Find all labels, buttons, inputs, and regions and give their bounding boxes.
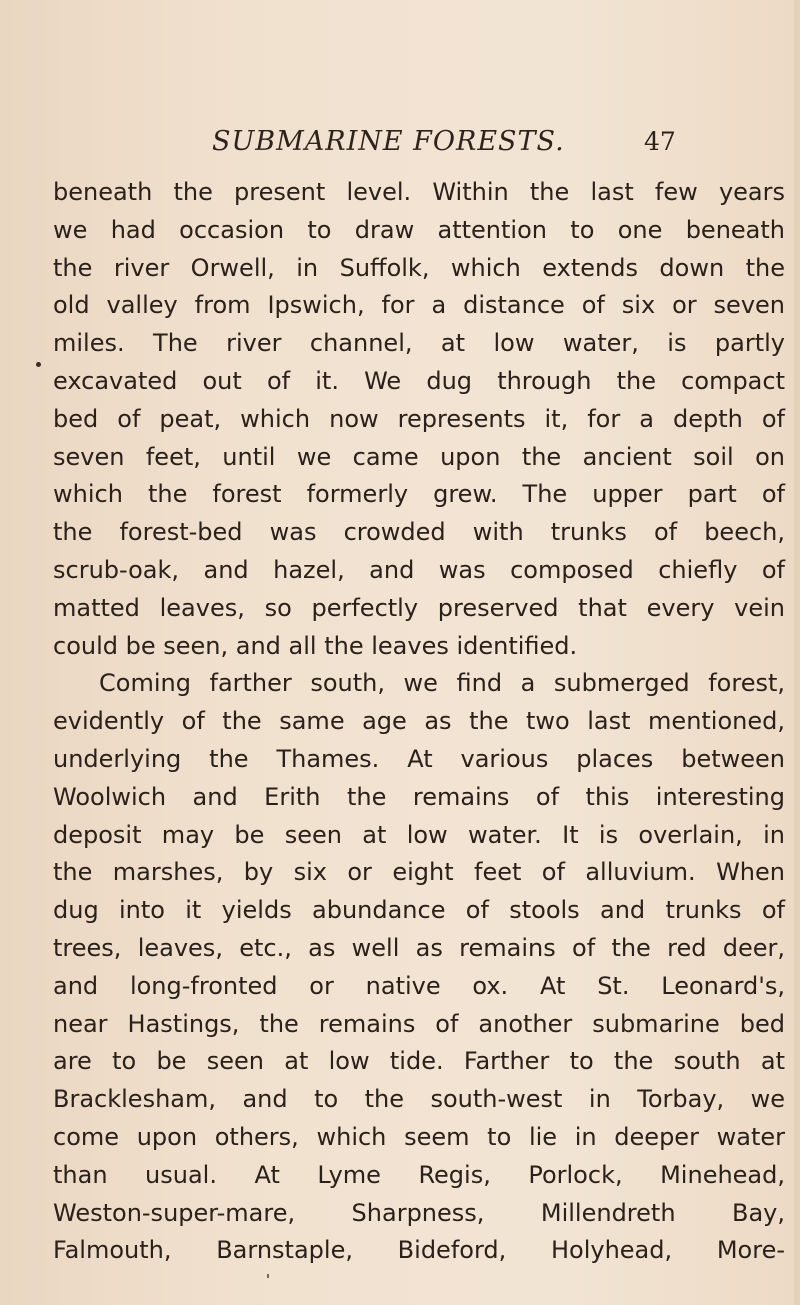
text-line: Coming farther south, we find a submerged forest,: [99, 669, 785, 698]
text-line: are to be seen at low tide. Farther to the south at: [53, 1047, 785, 1076]
text-line: deposit may be seen at low water. It is overlain, in: [53, 820, 785, 849]
text-line: which the forest formerly grew. The upper part of: [53, 480, 785, 509]
text-line: old valley from Ipswich, for a distance of six or seven: [53, 291, 785, 320]
text-line: the river Orwell, in Suffolk, which extends down the: [53, 253, 785, 282]
text-line: miles. The river channel, at low water, is partly: [53, 329, 785, 358]
text-line: we had occasion to draw attention to one beneath: [53, 215, 785, 244]
text-line: and long-fronted or native ox. At St. Leonard's,: [53, 971, 785, 1000]
page-number: 47: [644, 127, 676, 156]
text-line: matted leaves, so perfectly preserved that every vein: [53, 593, 785, 622]
page-edge: [794, 0, 800, 1305]
text-line: seven feet, until we came upon the ancient soil on: [53, 442, 785, 471]
body-text: [53, 174, 785, 1270]
text-line: come upon others, which seem to lie in deeper water: [53, 1122, 785, 1151]
text-line: near Hastings, the remains of another submarine bed: [53, 1009, 785, 1038]
text-line: Falmouth, Barnstaple, Bideford, Holyhead, More-: [53, 1236, 785, 1265]
text-line: Woolwich and Erith the remains of this interesting: [53, 782, 785, 811]
margin-mark: [36, 362, 41, 367]
text-line: beneath the present level. Within the last few years: [53, 178, 785, 206]
text-line: the forest-bed was crowded with trunks of beech,: [53, 518, 785, 547]
paper-speck: [267, 1274, 269, 1278]
text-line: trees, leaves, etc., as well as remains of the red deer,: [53, 933, 785, 962]
text-line: excavated out of it. We dug through the compact: [53, 366, 785, 395]
text-line: the marshes, by six or eight feet of alluvium. When: [53, 858, 785, 887]
text-line: than usual. At Lyme Regis, Porlock, Minehead,: [53, 1160, 785, 1189]
page-header: [0, 126, 800, 162]
running-head: SUBMARINE FORESTS.: [212, 126, 565, 157]
text-line: dug into it yields abundance of stools and trunks of: [53, 896, 785, 925]
text-line: Bracklesham, and to the south-west in Torbay, we: [53, 1085, 785, 1114]
text-line: Weston-super-mare, Sharpness, Millendreth Bay,: [53, 1198, 785, 1227]
text-line: bed of peat, which now represents it, for a depth of: [53, 404, 785, 433]
text-line: could be seen, and all the leaves identified.: [53, 631, 578, 660]
text-line: underlying the Thames. At various places between: [53, 744, 785, 773]
text-line: evidently of the same age as the two last mentioned,: [53, 707, 785, 736]
text-line: scrub-oak, and hazel, and was composed chiefly of: [53, 555, 785, 584]
